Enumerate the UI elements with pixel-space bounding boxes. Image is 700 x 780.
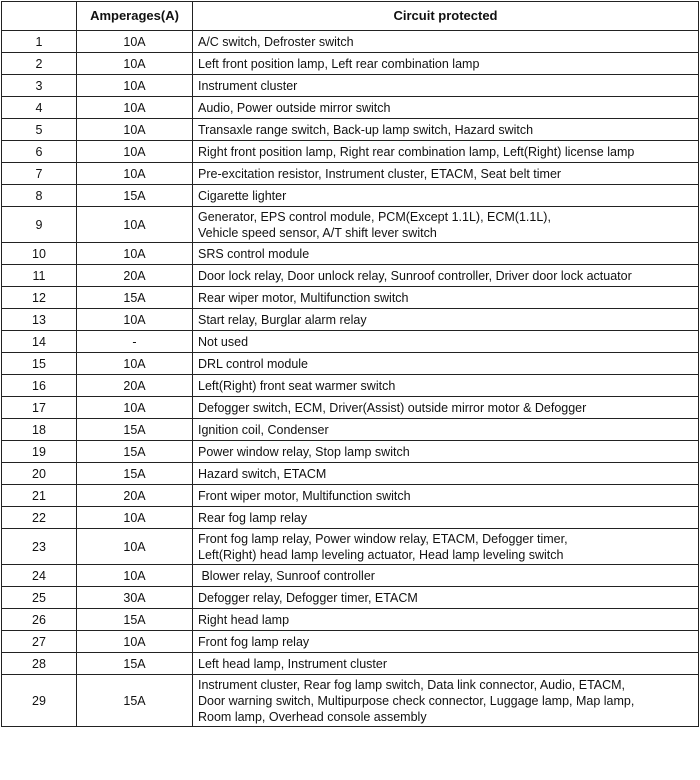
circuit-line: Not used [198,334,249,349]
fuse-number-cell: 9 [2,207,77,243]
circuit-line: Generator, EPS control module, PCM(Except 1.1L), ECM(1.1L), [198,209,551,224]
table-row [2,529,699,565]
fuse-number-cell: 3 [2,75,77,97]
circuit-line: Instrument cluster [198,78,298,93]
amperage-cell: 10A [77,53,193,75]
circuit-line: Audio, Power outside mirror switch [198,100,391,115]
circuit-protected-cell [193,243,699,265]
circuit-line: Right front position lamp, Right rear combination lamp, Left(Right) license lamp [198,144,635,159]
table-row [2,675,699,727]
amperage-cell: 15A [77,653,193,675]
table-body [2,31,699,727]
table-row [2,631,699,653]
table-row [2,653,699,675]
circuit-line: Cigarette lighter [198,188,287,203]
fuse-number-cell: 16 [2,375,77,397]
fuse-number-cell: 5 [2,119,77,141]
circuit-line: Start relay, Burglar alarm relay [198,312,367,327]
circuit-line: Defogger relay, Defogger timer, ETACM [198,590,418,605]
fuse-number-cell: 2 [2,53,77,75]
circuit-line: Front wiper motor, Multifunction switch [198,488,411,503]
table-row [2,609,699,631]
circuit-line: Vehicle speed sensor, A/T shift lever switch [198,225,437,240]
circuit-protected-cell [193,507,699,529]
circuit-line: Left head lamp, Instrument cluster [198,656,387,671]
circuit-protected-cell [193,463,699,485]
fuse-number-cell: 28 [2,653,77,675]
amperage-cell: 10A [77,243,193,265]
circuit-protected-cell [193,75,699,97]
circuit-protected-cell [193,353,699,375]
circuit-line: Door lock relay, Door unlock relay, Sunroof controller, Driver door lock actuator [198,268,632,283]
amperage-cell: 10A [77,631,193,653]
circuit-protected-cell [193,375,699,397]
amperage-cell: 10A [77,207,193,243]
fuse-number-cell: 7 [2,163,77,185]
fuse-number-cell: 23 [2,529,77,565]
amperage-cell: 10A [77,529,193,565]
circuit-line: Power window relay, Stop lamp switch [198,444,410,459]
circuit-protected-cell [193,441,699,463]
table-row [2,463,699,485]
circuit-protected-cell [193,185,699,207]
table-row [2,441,699,463]
circuit-line: Defogger switch, ECM, Driver(Assist) outside mirror motor & Defogger [198,400,587,415]
table-row [2,331,699,353]
fuse-number-cell: 22 [2,507,77,529]
fuse-number-cell: 27 [2,631,77,653]
table-row [2,243,699,265]
circuit-line: A/C switch, Defroster switch [198,34,354,49]
amperage-cell: 20A [77,485,193,507]
table-row [2,565,699,587]
amperage-cell: 30A [77,587,193,609]
amperage-cell: 15A [77,419,193,441]
fuse-number-cell: 10 [2,243,77,265]
amperage-cell: 10A [77,163,193,185]
circuit-line: Rear wiper motor, Multifunction switch [198,290,409,305]
circuit-protected-cell [193,287,699,309]
circuit-line: Pre-excitation resistor, Instrument cluster, ETACM, Seat belt timer [198,166,562,181]
circuit-line: Blower relay, Sunroof controller [198,568,375,583]
header-amperage: Amperages(A) [77,2,193,31]
circuit-line: Front fog lamp relay [198,634,310,649]
circuit-protected-cell [193,207,699,243]
circuit-line: Instrument cluster, Rear fog lamp switch, Data link connector, Audio, ETACM, [198,677,626,692]
amperage-cell: 15A [77,441,193,463]
amperage-cell: 10A [77,397,193,419]
circuit-protected-cell [193,587,699,609]
amperage-cell: 10A [77,31,193,53]
fuse-number-cell: 20 [2,463,77,485]
amperage-cell: 10A [77,97,193,119]
fuse-number-cell: 29 [2,675,77,727]
table-row [2,375,699,397]
circuit-line: Right head lamp [198,612,290,627]
fuse-number-cell: 12 [2,287,77,309]
circuit-line: DRL control module [198,356,309,371]
circuit-protected-cell [193,675,699,727]
fuse-table [1,1,699,727]
circuit-line: Left(Right) head lamp leveling actuator, Head lamp leveling switch [198,547,564,562]
circuit-protected-cell [193,163,699,185]
table-row [2,265,699,287]
table-row [2,185,699,207]
amperage-cell: 10A [77,141,193,163]
table-row [2,75,699,97]
header-number [2,2,77,31]
fuse-number-cell: 24 [2,565,77,587]
fuse-number-cell: 8 [2,185,77,207]
amperage-cell: 15A [77,287,193,309]
amperage-cell: 15A [77,185,193,207]
table-row [2,587,699,609]
circuit-protected-cell [193,31,699,53]
circuit-protected-cell [193,609,699,631]
circuit-line: Transaxle range switch, Back-up lamp switch, Hazard switch [198,122,534,137]
fuse-number-cell: 11 [2,265,77,287]
amperage-cell: 15A [77,463,193,485]
circuit-line: Room lamp, Overhead console assembly [198,709,427,724]
circuit-line: Rear fog lamp relay [198,510,308,525]
fuse-number-cell: 6 [2,141,77,163]
amperage-cell: 20A [77,375,193,397]
amperage-cell: 15A [77,675,193,727]
circuit-line: Left front position lamp, Left rear combination lamp [198,56,480,71]
circuit-line: Front fog lamp relay, Power window relay, ETACM, Defogger timer, [198,531,568,546]
fuse-number-cell: 4 [2,97,77,119]
table-row [2,507,699,529]
circuit-protected-cell [193,97,699,119]
table-row [2,97,699,119]
circuit-protected-cell [193,529,699,565]
amperage-cell: 10A [77,353,193,375]
circuit-protected-cell [193,631,699,653]
circuit-protected-cell [193,419,699,441]
circuit-line: SRS control module [198,246,310,261]
table-row [2,397,699,419]
table-row [2,309,699,331]
circuit-protected-cell [193,397,699,419]
table-row [2,53,699,75]
fuse-number-cell: 21 [2,485,77,507]
amperage-cell: 15A [77,609,193,631]
circuit-line: Hazard switch, ETACM [198,466,327,481]
table-row [2,419,699,441]
amperage-cell: 10A [77,507,193,529]
fuse-number-cell: 26 [2,609,77,631]
amperage-cell: 10A [77,75,193,97]
fuse-number-cell: 18 [2,419,77,441]
table-row [2,163,699,185]
fuse-number-cell: 19 [2,441,77,463]
fuse-number-cell: 15 [2,353,77,375]
circuit-protected-cell [193,485,699,507]
amperage-cell: 20A [77,265,193,287]
amperage-cell: 10A [77,565,193,587]
circuit-protected-cell [193,119,699,141]
circuit-line: Door warning switch, Multipurpose check connector, Luggage lamp, Map lamp, [198,693,635,708]
header-circuit: Circuit protected [193,2,699,31]
circuit-protected-cell [193,141,699,163]
fuse-number-cell: 1 [2,31,77,53]
circuit-line: Left(Right) front seat warmer switch [198,378,396,393]
table-row [2,287,699,309]
table-row [2,353,699,375]
circuit-protected-cell [193,653,699,675]
table-row [2,119,699,141]
fuse-number-cell: 13 [2,309,77,331]
circuit-protected-cell [193,265,699,287]
circuit-protected-cell [193,309,699,331]
table-row [2,207,699,243]
fuse-number-cell: 14 [2,331,77,353]
table-row [2,485,699,507]
table-header-row [2,2,699,31]
fuse-number-cell: 25 [2,587,77,609]
circuit-line: Ignition coil, Condenser [198,422,329,437]
circuit-protected-cell [193,53,699,75]
circuit-protected-cell [193,565,699,587]
amperage-cell: - [77,331,193,353]
fuse-number-cell: 17 [2,397,77,419]
table-row [2,31,699,53]
circuit-protected-cell [193,331,699,353]
amperage-cell: 10A [77,309,193,331]
amperage-cell: 10A [77,119,193,141]
table-row [2,141,699,163]
